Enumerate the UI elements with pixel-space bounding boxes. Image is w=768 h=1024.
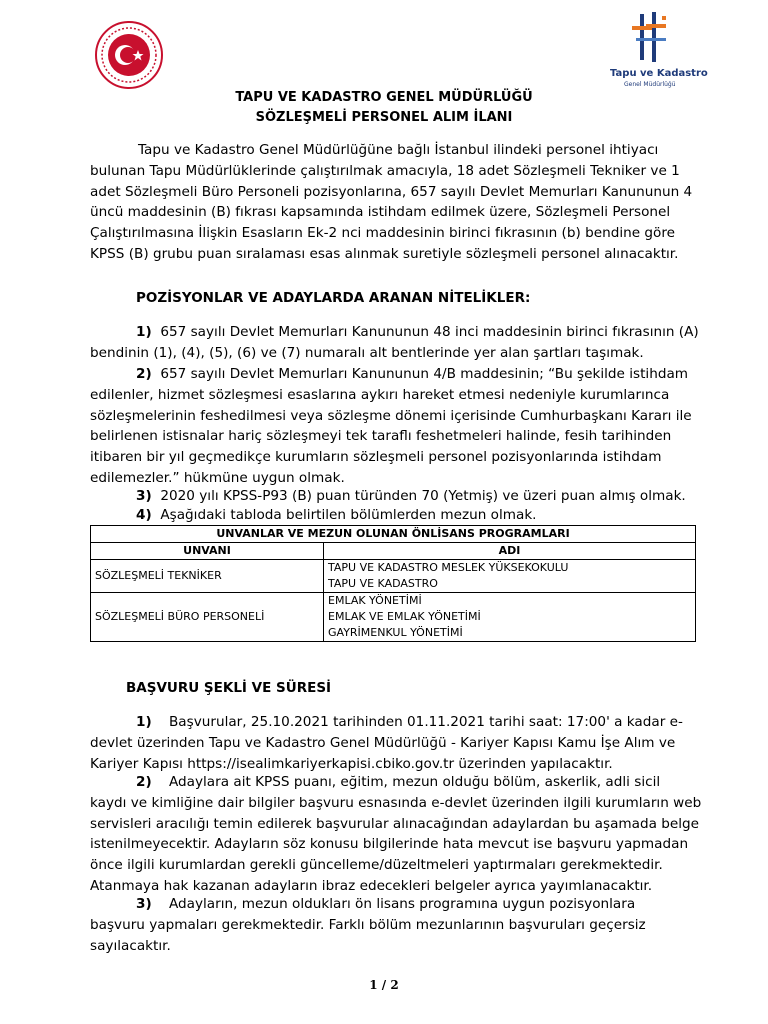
item-text: başvuru yapmaları gerekmektedir. Farklı bölüm mezunlarının başvuruları geçersiz [90, 916, 646, 933]
page-number: 1 / 2 [369, 978, 399, 992]
table-row [91, 593, 696, 642]
item-text: Adayların, mezun oldukları ön lisans programına uygun pozisyonlara [168, 896, 636, 912]
qualification-item-4 [90, 505, 704, 526]
item-text: bendinin (1), (4), (5), (6) ve (7) numaralı alt bentlerinde yer alan şartları taşımak. [90, 344, 644, 361]
item-text: önce ilgili kurumlardan gerekli güncelleme/düzeltmeleri yaptırmaları gerekmektedir. [90, 857, 663, 874]
item-text: 657 sayılı Devlet Memurları Kanununun 4/B maddesinin; “Bu şekilde istihdam [160, 366, 689, 382]
program-name: TAPU VE KADASTRO MESLEK YÜKSEKOKULU [328, 561, 569, 574]
item-number: 1) [136, 714, 152, 730]
intro-line: Tapu ve Kadastro Genel Müdürlüğüne bağlı İstanbul ilindeki personel ihtiyacı [138, 142, 659, 158]
program-name: TAPU VE KADASTRO [328, 577, 438, 590]
item-text: 2020 yılı KPSS-P93 (B) puan türünden 70 (Yetmiş) ve üzeri puan almış olmak. [160, 488, 686, 504]
program-name: EMLAK YÖNETİMİ [328, 594, 422, 607]
item-text: Kariyer Kapısı https://isealimkariyerkapisi.cbiko.gov.tr üzerinden yapılacaktır. [90, 755, 613, 772]
tkgm-logo-subtitle: Genel Müdürlüğü [624, 81, 676, 88]
ministry-seal-logo [94, 20, 164, 90]
document-subtitle: SÖZLEŞMELİ PERSONEL ALIM İLANI [255, 110, 513, 125]
intro-line: KPSS (B) grubu puan sıralaması esas alınmak suretiyle sözleşmeli personel alınacaktır. [90, 245, 679, 262]
intro-line: Çalıştırılmasına İlişkin Esasların Ek-2 nci maddesinin birinci fıkrasının (b) bendine göre [90, 225, 676, 242]
item-text: servisleri aracılığı temin edilerek başvurular alınacağından adaylardan bu aşamada belge [90, 815, 700, 832]
tkgm-logo-brand: Tapu ve Kadastro [610, 68, 708, 79]
item-text: Aşağıdaki tabloda belirtilen bölümlerden mezun olmak. [160, 507, 537, 523]
qualification-item-3 [90, 486, 704, 507]
unvan-cell: SÖZLEŞMELİ TEKNİKER [91, 560, 324, 593]
item-text: edilenler, hizmet sözleşmesi esaslarına aykırı hareket etmesi nedeniyle kurumlarınca [90, 386, 670, 403]
intro-line: adet Sözleşmeli Büro Personeli pozisyonlarına, 657 sayılı Devlet Memurları Kanununun 4 [90, 183, 693, 200]
column-header-adi: ADI [324, 543, 696, 560]
item-number: 1) [136, 324, 152, 340]
table-title: UNVANLAR VE MEZUN OLUNAN ÖNLİSANS PROGRAMLARI [91, 526, 696, 543]
table-header-row [91, 543, 696, 560]
item-number: 4) [136, 507, 152, 523]
programs-cell [324, 560, 696, 593]
column-header-unvan: UNVANI [91, 543, 324, 560]
intro-line: bulunan Tapu Müdürlüklerinde çalıştırılmak amacıyla, 18 adet Sözleşmeli Tekniker ve 1 [90, 162, 680, 179]
item-text: sayılacaktır. [90, 937, 171, 954]
section-title-application: BAŞVURU ŞEKLİ VE SÜRESİ [126, 680, 332, 696]
program-name: GAYRİMENKUL YÖNETİMİ [328, 626, 463, 639]
item-text: kaydı ve kimliğine dair bilgiler başvuru esnasında e-devlet üzerinden ilgili kurumların web [90, 794, 702, 811]
item-text: edilemezler.” hükmüne uygun olmak. [90, 469, 345, 486]
application-item-2 [90, 772, 704, 897]
item-text: devlet üzerinden Tapu ve Kadastro Genel Müdürlüğü - Kariyer Kapısı Kamu İşe Alım ve [90, 734, 676, 751]
unvan-cell: SÖZLEŞMELİ BÜRO PERSONELİ [91, 593, 324, 642]
qualification-item-1 [90, 322, 704, 364]
document-title: TAPU VE KADASTRO GENEL MÜDÜRLÜĞÜ [235, 90, 533, 105]
item-text: Başvurular, 25.10.2021 tarihinden 01.11.2021 tarihi saat: 17:00' a kadar e- [168, 714, 683, 730]
intro-paragraph [90, 140, 704, 265]
table-row [91, 560, 696, 593]
intro-line: üncü maddesinin (B) fıkrası kapsamında istihdam edilmek üzere, Sözleşmeli Personel [90, 204, 671, 221]
item-text: itibaren bir yıl geçmedikçe kurumların sözleşmeli personel pozisyonlarında istihdam [90, 449, 662, 466]
item-text: Adaylara ait KPSS puanı, eğitim, mezun olduğu bölüm, askerlik, adli sicil [168, 774, 661, 790]
programs-table [90, 525, 696, 642]
item-text: belirlenen istisnalar hariç sözleşmeyi tek taraflı feshetmeleri halinde, fesih tarihinden [90, 428, 672, 445]
programs-cell [324, 593, 696, 642]
item-text: Atanmaya hak kazanan adayların ibraz edecekleri belgeler ayrıca yayımlanacaktır. [90, 877, 653, 894]
application-item-3 [90, 894, 704, 956]
item-number: 3) [136, 896, 152, 912]
qualification-item-2 [90, 364, 704, 489]
application-item-1 [90, 712, 704, 774]
item-number: 2) [136, 366, 152, 382]
item-text: 657 sayılı Devlet Memurları Kanununun 48 inci maddesinin birinci fıkrasının (A) [160, 324, 699, 340]
item-text: sözleşmelerinin feshedilmesi veya sözleşme dönemi içerisinde Cumhurbaşkanı Kararı ile [90, 407, 692, 424]
item-text: istenilmeyecektir. Adayların söz konusu bilgilerinde hata mevcut ise başvuru yapmadan [90, 836, 689, 853]
table-title-row [91, 526, 696, 543]
tkgm-logo [608, 10, 708, 90]
item-number: 2) [136, 774, 152, 790]
section-title-qualifications: POZİSYONLAR VE ADAYLARDA ARANAN NİTELİKLER: [136, 290, 531, 306]
program-name: EMLAK VE EMLAK YÖNETİMİ [328, 610, 481, 623]
item-number: 3) [136, 488, 152, 504]
